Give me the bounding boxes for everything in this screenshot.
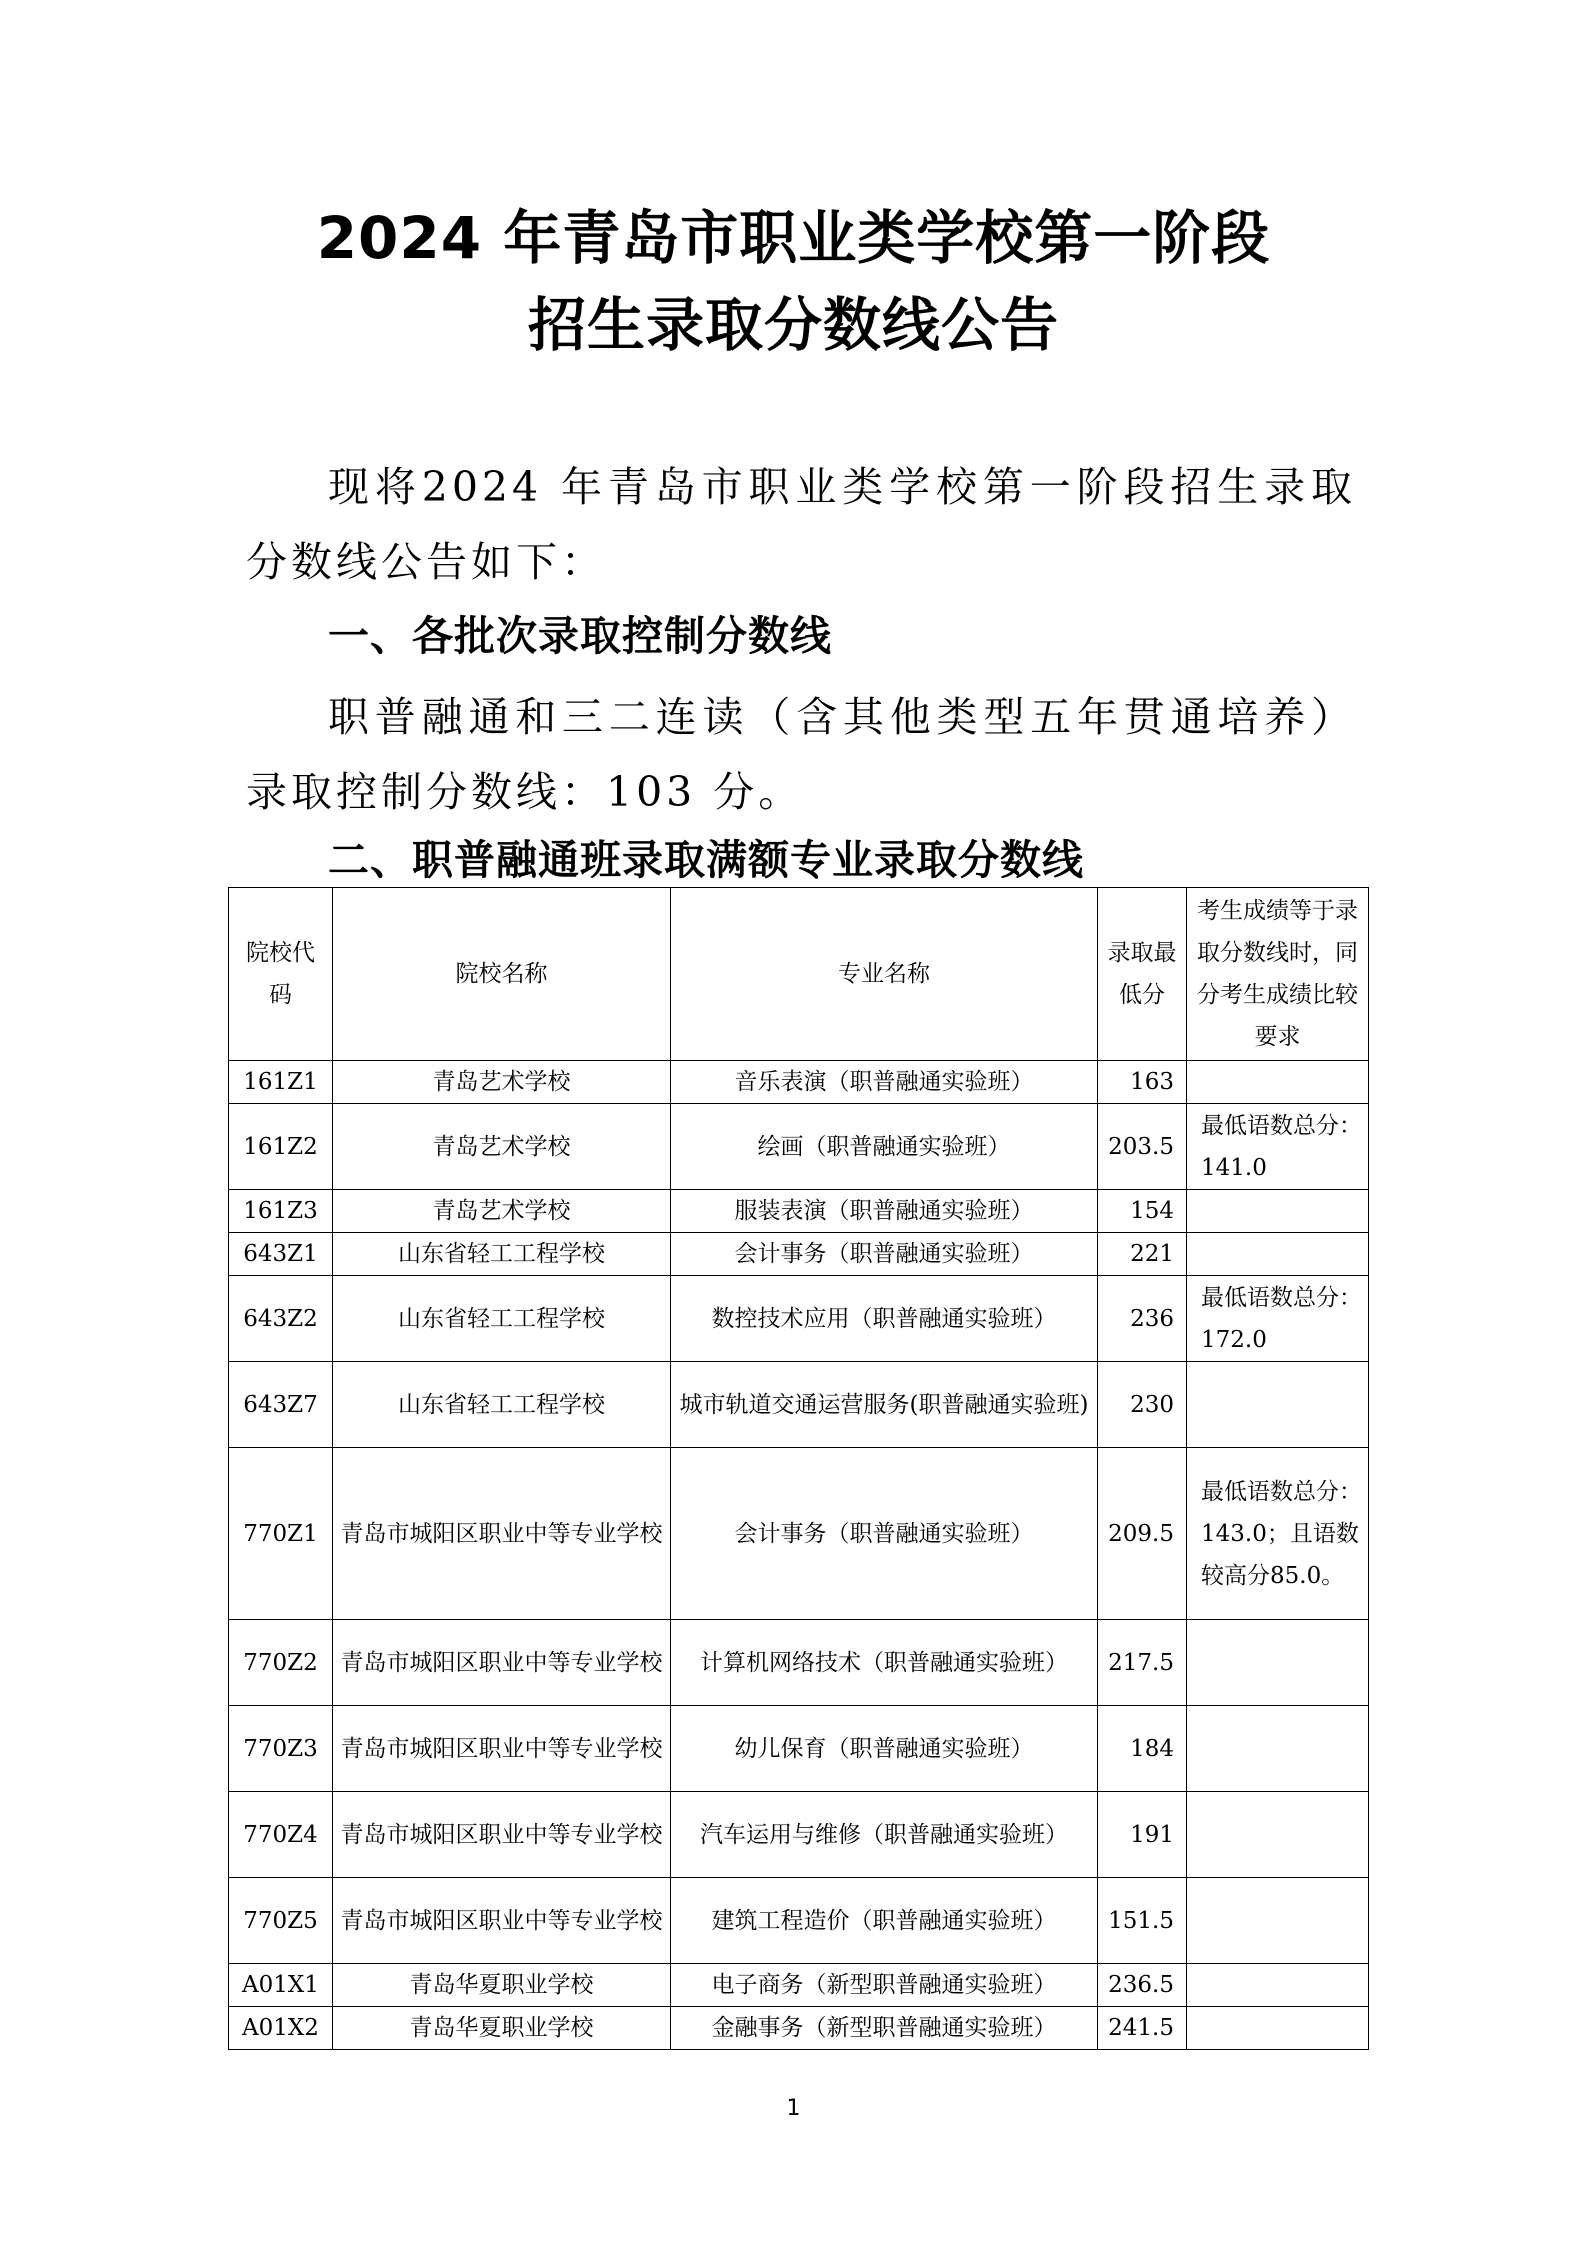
tie-break-note-cell	[1187, 1362, 1369, 1448]
school-code-cell: 770Z4	[229, 1792, 333, 1878]
school-code-cell: 643Z7	[229, 1362, 333, 1448]
major-name-cell: 会计事务（职普融通实验班）	[671, 1448, 1098, 1620]
table-row	[229, 1878, 1369, 1964]
table-header-row	[229, 888, 1369, 1061]
tie-break-note-cell	[1187, 1190, 1369, 1233]
school-code-cell: 643Z1	[229, 1233, 333, 1276]
tie-break-note-cell	[1187, 1706, 1369, 1792]
table-row	[229, 2007, 1369, 2050]
document-title-line-1: 2024 年青岛市职业类学校第一阶段	[316, 204, 1271, 272]
school-code-cell: A01X2	[229, 2007, 333, 2050]
document-title-line-2: 招生录取分数线公告	[527, 291, 1059, 359]
school-name-cell: 青岛市城阳区职业中等专业学校	[333, 1706, 671, 1792]
school-name-cell: 青岛市城阳区职业中等专业学校	[333, 1792, 671, 1878]
school-name-cell: 青岛市城阳区职业中等专业学校	[333, 1448, 671, 1620]
tie-break-note-cell	[1187, 1792, 1369, 1878]
school-name-cell: 青岛华夏职业学校	[333, 1964, 671, 2007]
min-score-cell: 203.5	[1098, 1104, 1187, 1190]
major-name-cell: 城市轨道交通运营服务(职普融通实验班)	[671, 1362, 1098, 1448]
table-row	[229, 1448, 1369, 1620]
min-score-cell: 230	[1098, 1362, 1187, 1448]
school-name-cell: 青岛市城阳区职业中等专业学校	[333, 1878, 671, 1964]
header-major-name: 专业名称	[671, 888, 1098, 1061]
school-code-cell: 770Z1	[229, 1448, 333, 1620]
school-name-cell: 青岛艺术学校	[333, 1104, 671, 1190]
school-code-cell: 161Z3	[229, 1190, 333, 1233]
min-score-cell: 221	[1098, 1233, 1187, 1276]
min-score-cell: 209.5	[1098, 1448, 1187, 1620]
tie-break-note-cell: 最低语数总分：143.0；且语数较高分85.0。	[1187, 1448, 1369, 1620]
school-name-cell: 山东省轻工工程学校	[333, 1276, 671, 1362]
tie-break-note-cell	[1187, 1878, 1369, 1964]
major-name-cell: 金融事务（新型职普融通实验班）	[671, 2007, 1098, 2050]
table-row	[229, 1276, 1369, 1362]
header-tie-break-note: 考生成绩等于录取分数线时，同分考生成绩比较要求	[1187, 888, 1369, 1061]
major-name-cell: 汽车运用与维修（职普融通实验班）	[671, 1792, 1098, 1878]
min-score-cell: 163	[1098, 1061, 1187, 1104]
table-row	[229, 1190, 1369, 1233]
table-row	[229, 1792, 1369, 1878]
school-code-cell: A01X1	[229, 1964, 333, 2007]
tie-break-note-cell: 最低语数总分：141.0	[1187, 1104, 1369, 1190]
major-name-cell: 会计事务（职普融通实验班）	[671, 1233, 1098, 1276]
major-name-cell: 音乐表演（职普融通实验班）	[671, 1061, 1098, 1104]
min-score-cell: 151.5	[1098, 1878, 1187, 1964]
table-row	[229, 1233, 1369, 1276]
major-name-cell: 绘画（职普融通实验班）	[671, 1104, 1098, 1190]
header-school-code: 院校代码	[229, 888, 333, 1061]
table-row	[229, 1964, 1369, 2007]
school-name-cell: 山东省轻工工程学校	[333, 1233, 671, 1276]
table-row	[229, 1362, 1369, 1448]
table-row	[229, 1104, 1369, 1190]
control-score-paragraph: 职普融通和三二连读（含其他类型五年贯通培养）录取控制分数线：103 分。	[246, 693, 1356, 816]
section-1-heading: 一、各批次录取控制分数线	[328, 612, 832, 660]
intro-paragraph: 现将2024 年青岛市职业类学校第一阶段招生录取分数线公告如下：	[246, 463, 1356, 586]
min-score-cell: 217.5	[1098, 1620, 1187, 1706]
min-score-cell: 154	[1098, 1190, 1187, 1233]
table-row	[229, 1706, 1369, 1792]
school-code-cell: 643Z2	[229, 1276, 333, 1362]
major-name-cell: 幼儿保育（职普融通实验班）	[671, 1706, 1098, 1792]
header-school-name: 院校名称	[333, 888, 671, 1061]
tie-break-note-cell: 最低语数总分：172.0	[1187, 1276, 1369, 1362]
section-2-heading: 二、职普融通班录取满额专业录取分数线	[328, 836, 1084, 884]
school-name-cell: 山东省轻工工程学校	[333, 1362, 671, 1448]
min-score-cell: 241.5	[1098, 2007, 1187, 2050]
major-name-cell: 电子商务（新型职普融通实验班）	[671, 1964, 1098, 2007]
tie-break-note-cell	[1187, 2007, 1369, 2050]
min-score-cell: 191	[1098, 1792, 1187, 1878]
admission-score-table	[228, 887, 1369, 2050]
tie-break-note-cell	[1187, 1233, 1369, 1276]
min-score-cell: 236	[1098, 1276, 1187, 1362]
school-code-cell: 770Z3	[229, 1706, 333, 1792]
tie-break-note-cell	[1187, 1964, 1369, 2007]
page-number: 1	[786, 2096, 801, 2121]
major-name-cell: 计算机网络技术（职普融通实验班）	[671, 1620, 1098, 1706]
header-min-score: 录取最低分	[1098, 888, 1187, 1061]
school-name-cell: 青岛艺术学校	[333, 1190, 671, 1233]
school-code-cell: 770Z2	[229, 1620, 333, 1706]
tie-break-note-cell	[1187, 1061, 1369, 1104]
min-score-cell: 184	[1098, 1706, 1187, 1792]
school-name-cell: 青岛华夏职业学校	[333, 2007, 671, 2050]
table-row	[229, 1620, 1369, 1706]
major-name-cell: 服装表演（职普融通实验班）	[671, 1190, 1098, 1233]
school-name-cell: 青岛市城阳区职业中等专业学校	[333, 1620, 671, 1706]
school-name-cell: 青岛艺术学校	[333, 1061, 671, 1104]
table-row	[229, 1061, 1369, 1104]
school-code-cell: 161Z2	[229, 1104, 333, 1190]
major-name-cell: 建筑工程造价（职普融通实验班）	[671, 1878, 1098, 1964]
tie-break-note-cell	[1187, 1620, 1369, 1706]
major-name-cell: 数控技术应用（职普融通实验班）	[671, 1276, 1098, 1362]
school-code-cell: 770Z5	[229, 1878, 333, 1964]
min-score-cell: 236.5	[1098, 1964, 1187, 2007]
school-code-cell: 161Z1	[229, 1061, 333, 1104]
